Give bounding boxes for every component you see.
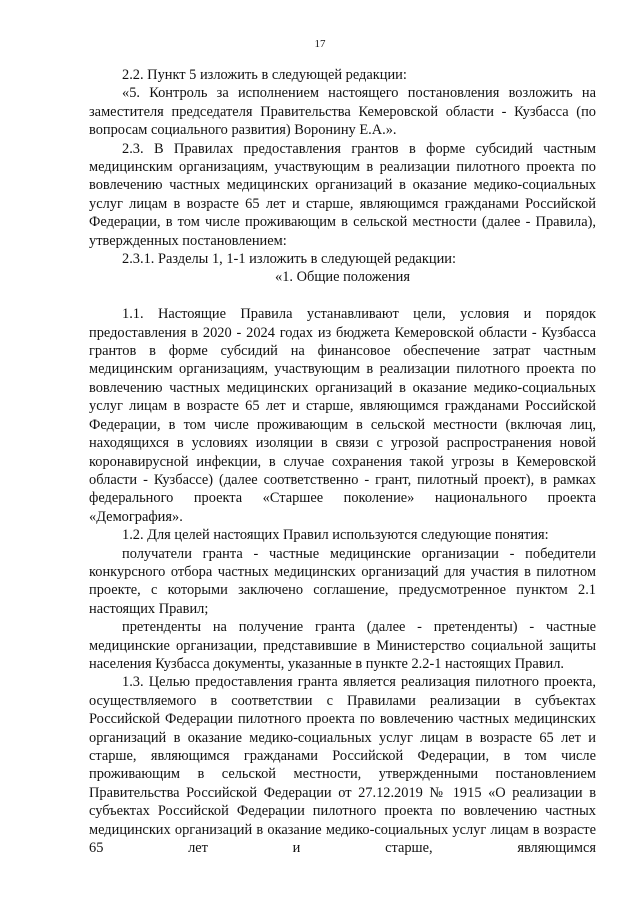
page-number: 17: [314, 38, 326, 50]
paragraph-1-3: 1.3. Целью предоставления гранта является реализация пилотного проекта, осуществляемого в соответствии с Правилами реализации в субъектах Российской Федерации пилотного проекта по вовлечению частных медицинских организаций в оказание медико-социальных услуг лицам в возрасте 65 лет и старше, являющимся гражданами Российской Федерации, в том числе проживающим в сельской местности, утвержденными постановлением Правительства Российской Федерации от 27.12.2019 № 1915 «О реализации в субъектах Российской Федерации пилотного проекта по вовлечению частных медицинских организаций в оказание медико-социальных услуг лицам в возрасте 65 лет и старше, являющимся: [89, 674, 596, 857]
paragraph-2-3: 2.3. В Правилах предоставления грантов в форме субсидий частным медицинским организациям, участвующим в реализации пилотного проекта по вовлечению частных медицинских организаций в оказание медико-социальных услуг лицам в возрасте 65 лет и старше, являющимся гражданами Российской Федерации, в том числе проживающим в сельской местности (далее - Правила), утвержденных постановлением:: [89, 140, 596, 249]
section-heading: «1. Общие положения: [275, 269, 410, 286]
paragraph-2-3-1: 2.3.1. Разделы 1, 1-1 изложить в следующей редакции:: [122, 251, 457, 268]
document-body: [89, 66, 596, 857]
paragraph-1-1: 1.1. Настоящие Правила устанавливают цели, условия и порядок предоставления в 2020 - 2024 годах из бюджета Кемеровской области - Кузбасса грантов в форме субсидий на финансовое обеспечение затрат частным медицинским организациям, участвующим в реализации пилотного проекта по вовлечению частных медицинских организаций в оказание медико-социальных услуг лицам в возрасте 65 лет и старше, являющимся гражданами Российской Федерации, в том числе проживающим в сельской местности (включая лиц, находящихся в условиях изоляции в связи с угрозой распространения новой коронавирусной инфекции, в случае сохранения такой угрозы в Кемеровской области - Кузбассе) (далее соответственно - грант, пилотный проект), в рамках федерального проекта «Старшее поколение» национального проекта «Демография».: [89, 306, 596, 525]
definition-applicants: претенденты на получение гранта (далее - претенденты) - частные медицинские организации, представившие в Министерство социальной защиты населения Кузбасса документы, указанные в пункте 2.2-1 настоящих Правил.: [89, 619, 596, 672]
paragraph-2-2-text: «5. Контроль за исполнением настоящего постановления возложить на заместителя председателя Правительства Кемеровской области - Кузбасса (по вопросам социального развития) Воронину Е.А.».: [89, 85, 596, 139]
paragraph-2-2: 2.2. Пункт 5 изложить в следующей редакции:: [122, 67, 407, 83]
paragraph-1-2: 1.2. Для целей настоящих Правил используются следующие понятия:: [122, 527, 549, 544]
definition-grant-recipients: получатели гранта - частные медицинские организации - победители конкурсного отбора частных медицинских организаций для участия в пилотном проекте, с которыми заключено соглашение, предусмотренное пунктом 2.1 настоящих Правил;: [89, 545, 596, 617]
